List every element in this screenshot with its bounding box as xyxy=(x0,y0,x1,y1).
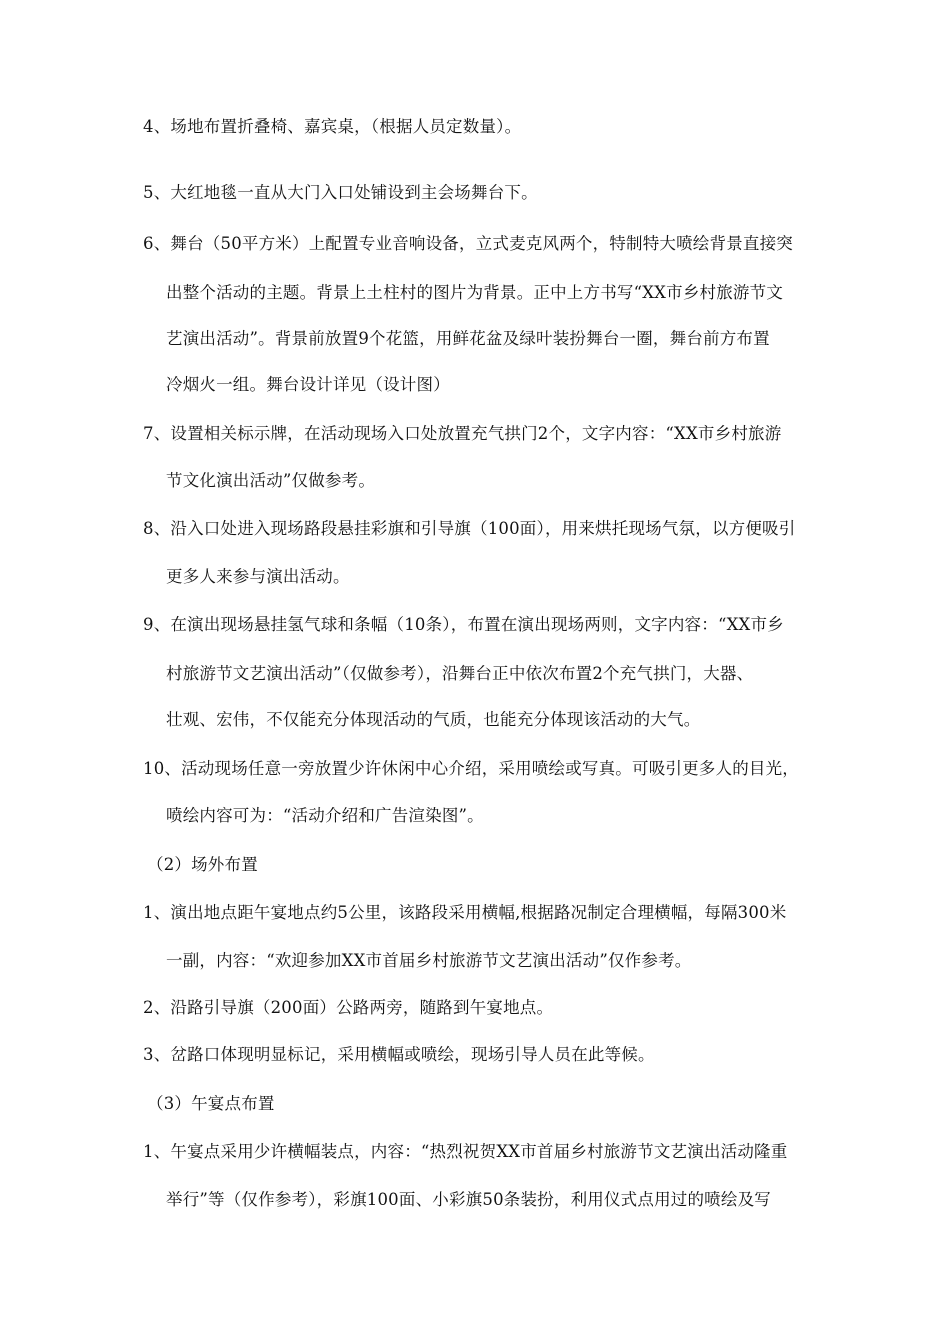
item-10-line-2: 喷绘内容可为：“活动介绍和广告渲染图”。 xyxy=(166,806,484,825)
outside-item-3-line: 3、岔路口体现明显标记，采用横幅或喷绘，现场引导人员在此等候。 xyxy=(143,1045,655,1064)
lunch-item-1-line-2: 举行”等（仅作参考），彩旗100面、小彩旗50条装扮，利用仪式点用过的喷绘及写 xyxy=(166,1190,771,1209)
lunch-item-1-line-1: 1、午宴点采用少许横幅装点，内容：“热烈祝贺XX市首届乡村旅游节文艺演出活动隆重 xyxy=(143,1142,788,1161)
item-9-line-1: 9、在演出现场悬挂氢气球和条幅（10条），布置在演出现场两则，文字内容：“XX市乡 xyxy=(143,615,784,634)
item-9-line-3: 壮观、宏伟，不仅能充分体现活动的气质，也能充分体现该活动的大气。 xyxy=(166,710,701,729)
outside-item-1-line-1: 1、演出地点距午宴地点约5公里，该路段采用横幅,根据路况制定合理横幅，每隔300米 xyxy=(143,903,787,922)
item-6-line-4: 冷烟火一组。舞台设计详见（设计图） xyxy=(166,375,450,394)
item-7-line-1: 7、设置相关标示牌，在活动现场入口处放置充气拱门2个，文字内容：“XX市乡村旅游 xyxy=(143,424,782,443)
outside-item-2-line: 2、沿路引导旗（200面）公路两旁，随路到午宴地点。 xyxy=(143,998,554,1017)
item-5-line: 5、大红地毯一直从大门入口处铺设到主会场舞台下。 xyxy=(143,183,538,202)
item-6-line-2: 出整个活动的主题。背景上土柱村的图片为背景。正中上方书写“XX市乡村旅游节文 xyxy=(166,283,784,302)
item-9-line-2: 村旅游节文艺演出活动”（仅做参考），沿舞台正中依次布置2个充气拱门，大器、 xyxy=(166,664,754,683)
item-10-line-1: 10、活动现场任意一旁放置少许休闲中心介绍，采用喷绘或写真。可吸引更多人的目光， xyxy=(143,759,799,778)
item-4-line: 4、场地布置折叠椅、嘉宾桌，（根据人员定数量）。 xyxy=(143,117,522,136)
item-6-line-1: 6、舞台（50平方米）上配置专业音响设备，立式麦克风两个，特制特大喷绘背景直接突 xyxy=(143,234,793,253)
item-8-line-1: 8、沿入口处进入现场路段悬挂彩旗和引导旗（100面），用来烘托现场气氛，以方便吸引 xyxy=(143,519,796,538)
section-heading-lunch: （3）午宴点布置 xyxy=(147,1094,275,1113)
section-heading-outside: （2）场外布置 xyxy=(147,855,258,874)
item-8-line-2: 更多人来参与演出活动。 xyxy=(166,567,350,586)
item-6-line-3: 艺演出活动”。背景前放置9个花篮，用鲜花盆及绿叶装扮舞台一圈，舞台前方布置 xyxy=(166,329,770,348)
outside-item-1-line-2: 一副，内容：“欢迎参加XX市首届乡村旅游节文艺演出活动”仅作参考。 xyxy=(166,951,692,970)
item-7-line-2: 节文化演出活动”仅做参考。 xyxy=(166,471,376,490)
